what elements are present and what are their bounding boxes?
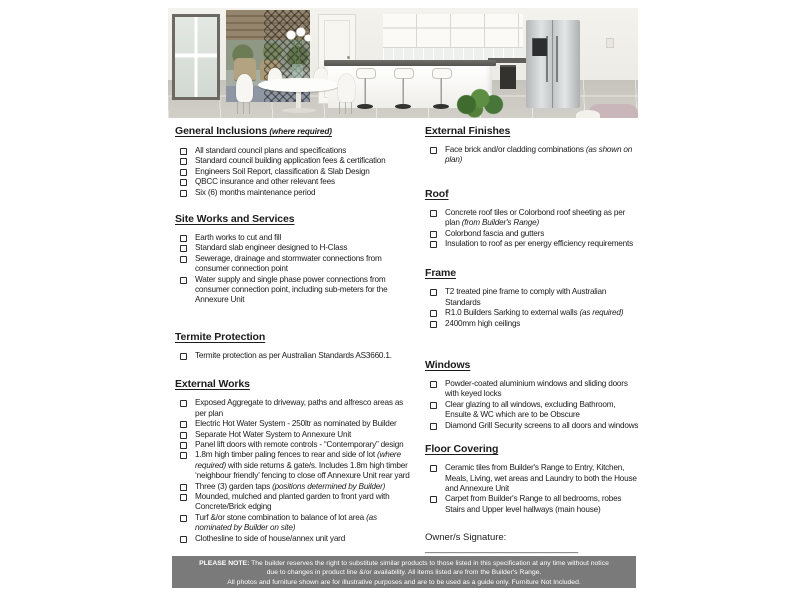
section-site-works-and-services — [175, 213, 413, 306]
item-text: Turf &/or stone combination to balance of lot area (as nominated by Builder on site) — [195, 512, 377, 533]
checkbox-icon — [430, 321, 437, 328]
checklist — [175, 146, 413, 198]
right-column — [425, 125, 641, 554]
item-text: QBCC insurance and other relevant fees — [195, 177, 335, 187]
checklist-item — [175, 513, 413, 534]
checkbox-icon — [180, 148, 187, 155]
checklist-item — [175, 534, 413, 544]
bar-stool — [432, 68, 450, 113]
checklist — [425, 145, 641, 166]
item-text: Powder-coated aluminium windows and sliding doors with keyed locks — [445, 379, 628, 399]
checklist-item — [425, 319, 641, 329]
wall-oven — [500, 65, 516, 89]
item-text: Electric Hot Water System - 250ltr as nominated by Builder — [195, 419, 397, 429]
footer-note-label: PLEASE NOTE: — [199, 560, 250, 567]
dining-table — [258, 78, 340, 92]
item-text: 1.8m high timber paling fences to rear and side of lot (where required) with side returns & gate/s. Includes 1.8m high timber ‘neighbour friendly’ fencing to close off Annexure Unit rear yard — [195, 450, 410, 481]
checklist — [425, 287, 641, 329]
section-heading — [175, 378, 413, 390]
stool-pole — [440, 78, 442, 104]
stool-base — [357, 104, 373, 109]
checkbox-icon — [430, 289, 437, 296]
section-roof — [425, 188, 641, 250]
item-text: Exposed Aggregate to driveway, paths and alfresco areas as per plan — [195, 398, 404, 418]
section-heading — [425, 125, 641, 137]
checklist-item — [425, 379, 641, 400]
checklist-item — [175, 482, 413, 492]
window-pane — [175, 17, 217, 97]
section-heading-text: Roof — [425, 187, 449, 200]
checkbox-icon — [180, 190, 187, 197]
item-text: Water supply and single phase power connections from consumer connection point, including sub-meters for the Annexure Unit — [195, 274, 388, 305]
checklist — [425, 463, 641, 515]
item-text: Separate Hot Water System to Annexure Unit — [195, 429, 352, 439]
stool-seat — [394, 68, 414, 79]
checkbox-icon — [180, 400, 187, 407]
section-heading-text: Floor Covering — [425, 443, 499, 456]
signature-label: Owner/s Signature: — [425, 532, 507, 544]
left-column-sections — [175, 125, 413, 544]
footer-note — [172, 556, 636, 588]
section-heading-text: External Finishes — [425, 125, 511, 137]
checklist-item — [175, 492, 413, 513]
item-text: Earth works to cut and fill — [195, 233, 282, 243]
section-floor-covering — [425, 443, 641, 515]
checkbox-icon — [430, 241, 437, 248]
checklist-item — [175, 177, 413, 187]
checklist-item — [425, 308, 641, 318]
checkbox-icon — [430, 310, 437, 317]
checkbox-icon — [180, 169, 187, 176]
section-external-finishes — [425, 125, 641, 166]
light-switch — [606, 38, 614, 48]
checkbox-icon — [430, 231, 437, 238]
item-text: All standard council plans and specifications — [195, 146, 347, 155]
checklist — [425, 379, 641, 431]
item-text: Standard slab engineer designed to H-Class — [195, 243, 348, 253]
section-heading — [175, 331, 413, 343]
stool-base — [395, 104, 411, 109]
checkbox-icon — [430, 496, 437, 503]
checklist-item — [175, 351, 413, 361]
checkbox-icon — [430, 147, 437, 154]
item-text: Colorbond fascia and gutters — [445, 228, 545, 238]
section-heading-text: General Inclusions — [175, 125, 268, 137]
signature-line[interactable]: _____________________________ — [425, 542, 579, 554]
checklist-item — [425, 400, 641, 421]
checklist-item — [425, 463, 641, 494]
checklist-item — [175, 233, 413, 243]
chair-legs — [339, 102, 354, 114]
section-external-works — [175, 378, 413, 544]
item-text: Mounded, mulched and planted garden to front yard with Concrete/Brick edging — [195, 491, 390, 512]
item-text: R1.0 Builders Sarking to external walls (as required) — [445, 308, 624, 318]
checklist-item — [175, 419, 413, 429]
section-heading — [425, 188, 641, 200]
item-text: Six (6) months maintenance period — [195, 187, 316, 197]
owner-signature-row — [425, 533, 641, 554]
footer-note-text: The builder reserves the right to substitute similar products to those listed in this specification at any time without notice — [251, 560, 609, 567]
checkbox-icon — [180, 353, 187, 360]
checklist — [175, 351, 413, 361]
section-heading-suffix: (where required) — [267, 127, 332, 136]
checklist — [425, 208, 641, 250]
checkbox-icon — [180, 442, 187, 449]
item-text: T2 treated pine frame to comply with Australian Standards — [445, 287, 607, 307]
checklist-item — [425, 208, 641, 229]
checklist-item — [175, 440, 413, 450]
checkbox-icon — [180, 245, 187, 252]
checkbox-icon — [180, 277, 187, 284]
bar-stool — [356, 68, 374, 113]
footer-line-3: All photos and furniture shown are for illustrative purposes and are to be used as a guide only. Furniture Not Included. — [227, 578, 581, 586]
checkbox-icon — [430, 465, 437, 472]
dining-chair — [338, 74, 355, 102]
checkbox-icon — [180, 256, 187, 263]
section-heading — [175, 213, 413, 225]
stool-pole — [402, 78, 404, 104]
stool-seat — [356, 68, 376, 79]
dining-chair — [236, 74, 253, 102]
checklist-item — [425, 145, 641, 166]
decor-object — [576, 110, 600, 118]
right-column-sections — [425, 125, 641, 515]
fridge-handles — [546, 36, 558, 82]
section-heading — [425, 267, 641, 279]
checklist-item — [425, 239, 641, 249]
checklist-item — [425, 287, 641, 308]
section-heading-text: Frame — [425, 267, 457, 280]
item-text: Engineers Soil Report, classification & Slab Design — [195, 166, 370, 176]
checklist — [175, 233, 413, 306]
upper-cabinets — [383, 14, 523, 48]
checkbox-icon — [180, 484, 187, 491]
checklist-item — [425, 494, 641, 515]
flowering-plant — [453, 88, 507, 118]
section-heading-text: Site Works and Services — [175, 213, 295, 226]
checkbox-icon — [180, 515, 187, 522]
checklist-item — [175, 430, 413, 440]
section-heading — [425, 443, 641, 455]
section-heading-text: Termite Protection — [175, 330, 266, 343]
stool-base — [433, 104, 449, 109]
section-frame — [425, 267, 641, 329]
door-handle — [347, 56, 350, 59]
checkbox-icon — [180, 452, 187, 459]
section-heading-text: External Works — [175, 378, 250, 391]
checklist-item — [175, 243, 413, 253]
item-text: Clear glazing to all windows, excluding Bathroom, Ensuite & WC which are to be Obscure — [445, 399, 616, 420]
checkbox-icon — [430, 210, 437, 217]
footer-line-2: due to changes in product line &/or availability. All items listed are from the Builder's Range. — [266, 569, 542, 577]
checkbox-icon — [180, 179, 187, 186]
item-text: Diamond Grill Security screens to all doors and windows — [445, 420, 639, 430]
checkbox-icon — [430, 402, 437, 409]
checkbox-icon — [430, 423, 437, 430]
item-text: Standard council building application fees & certification — [195, 156, 386, 166]
item-text: 2400mm high ceilings — [445, 318, 521, 328]
item-text: Carpet from Builder's Range to all bedrooms, robes Stairs and Upper level hallways (main house) — [445, 494, 622, 514]
footer-line-1 — [172, 559, 636, 568]
checklist-item — [175, 146, 413, 156]
item-text: Termite protection as per Australian Standards AS3660.1. — [195, 350, 392, 360]
kitchen-photo — [168, 8, 638, 118]
left-column — [175, 125, 413, 544]
table-base — [282, 108, 316, 113]
checklist-item — [175, 188, 413, 198]
item-text: Concrete roof tiles or Colorbond roof sheeting as per plan (from Builder's Range) — [445, 207, 626, 228]
checklist-item — [425, 421, 641, 431]
checkbox-icon — [430, 381, 437, 388]
section-heading — [425, 359, 641, 371]
section-termite-protection — [175, 331, 413, 361]
checklist-item — [175, 254, 413, 275]
section-general-inclusions — [175, 125, 413, 198]
section-heading — [175, 125, 413, 138]
item-text: Three (3) garden taps (positions determined by Builder) — [195, 481, 386, 491]
checklist-item — [175, 156, 413, 166]
item-text: Panel lift doors with remote controls - “Contemporary” design — [195, 439, 404, 449]
checkbox-icon — [180, 432, 187, 439]
checkbox-icon — [180, 235, 187, 242]
chair-legs — [237, 102, 252, 114]
checklist — [175, 398, 413, 544]
checkbox-icon — [180, 421, 187, 428]
white-flowers — [284, 26, 312, 46]
checklist-item — [175, 398, 413, 419]
stool-pole — [364, 78, 366, 104]
bar-stool — [394, 68, 412, 113]
checkbox-icon — [180, 158, 187, 165]
checkbox-icon — [180, 494, 187, 501]
table-pedestal — [296, 90, 301, 110]
checklist-item — [425, 229, 641, 239]
checkbox-icon — [180, 536, 187, 543]
stool-seat — [432, 68, 452, 79]
item-text: Clothesline to side of house/annex unit yard — [195, 533, 346, 543]
fridge-display-panel — [532, 38, 547, 56]
checklist-item — [175, 450, 413, 481]
checklist-item — [175, 275, 413, 306]
section-windows — [425, 359, 641, 431]
item-text: Face brick and/or cladding combinations (as shown on plan) — [445, 145, 633, 165]
section-heading-text: Windows — [425, 359, 471, 372]
item-text: Insulation to roof as per energy efficiency requirements — [445, 239, 633, 249]
checklist-item — [175, 167, 413, 177]
item-text: Sewerage, drainage and stormwater connections from consumer connection point — [195, 253, 382, 274]
item-text: Ceramic tiles from Builder's Range to Entry, Kitchen, Meals, Living, wet areas and Laundry to both the House and Annexure Unit — [445, 463, 637, 493]
